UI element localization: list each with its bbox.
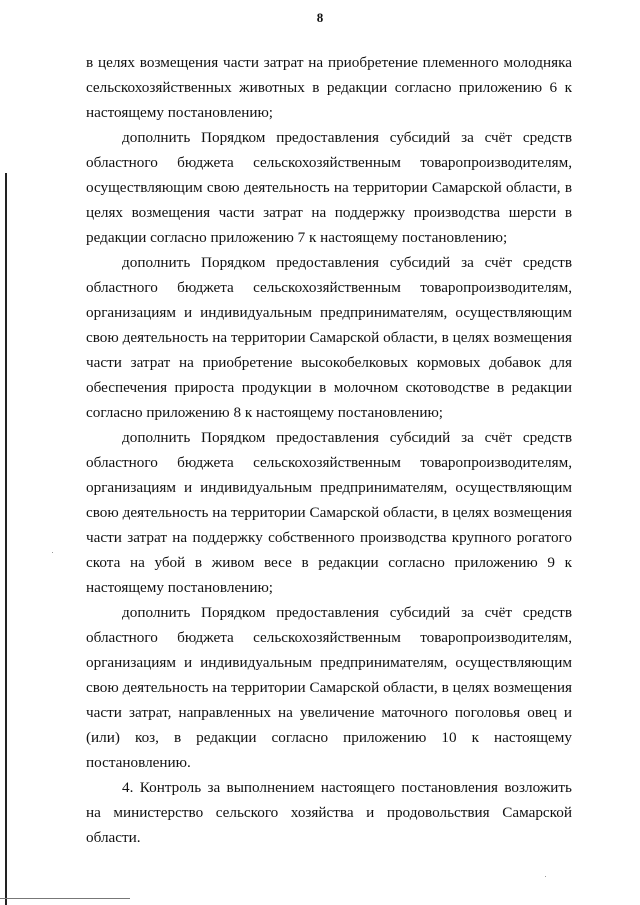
paragraph-continuation: в целях возмещения части затрат на приобретение племенного молодняка сельскохозяйственных животных в редакции согласно приложению 6 к настоящему постановлению;: [86, 54, 572, 121]
scan-speck: [52, 552, 53, 553]
paragraph-appendix-7: дополнить Порядком предоставления субсидий за счёт средств областного бюджета сельскохозяйственным товаропроизводителям, осуществляющим свою деятельность на территории Самарской области, в целях возмещения части затрат на поддержку производства шерсти в редакции согласно приложению 7 к настоящему постановлению;: [86, 129, 572, 246]
scan-bottom-line: [0, 898, 130, 899]
document-body: [86, 50, 572, 850]
paragraph-item-4: 4. Контроль за выполнением настоящего постановления возложить на министерство сельского хозяйства и продовольствия Самарской области.: [86, 779, 572, 846]
page-number: 8: [316, 10, 324, 25]
scan-speck: [545, 876, 546, 877]
paragraph-appendix-8: дополнить Порядком предоставления субсидий за счёт средств областного бюджета сельскохозяйственным товаропроизводителям, организациям и индивидуальным предпринимателям, осуществляющим свою деятельность на территории Самарской области, в целях возмещения части затрат на приобретение высокобелковых кормовых добавок для обеспечения прироста продукции в молочном скотоводстве в редакции согласно приложению 8 к настоящему постановлению;: [86, 254, 572, 421]
scan-margin-line: [5, 173, 7, 905]
paragraph-appendix-9: дополнить Порядком предоставления субсидий за счёт средств областного бюджета сельскохозяйственным товаропроизводителям, организациям и индивидуальным предпринимателям, осуществляющим свою деятельность на территории Самарской области, в целях возмещения части затрат на поддержку собственного производства крупного рогатого скота на убой в живом весе в редакции согласно приложению 9 к настоящему постановлению;: [86, 429, 572, 596]
paragraph-appendix-10: дополнить Порядком предоставления субсидий за счёт средств областного бюджета сельскохозяйственным товаропроизводителям, организациям и индивидуальным предпринимателям, осуществляющим свою деятельность на территории Самарской области, в целях возмещения части затрат, направленных на увеличение маточного поголовья овец и (или) коз, в редакции согласно приложению 10 к настоящему постановлению.: [86, 604, 572, 771]
